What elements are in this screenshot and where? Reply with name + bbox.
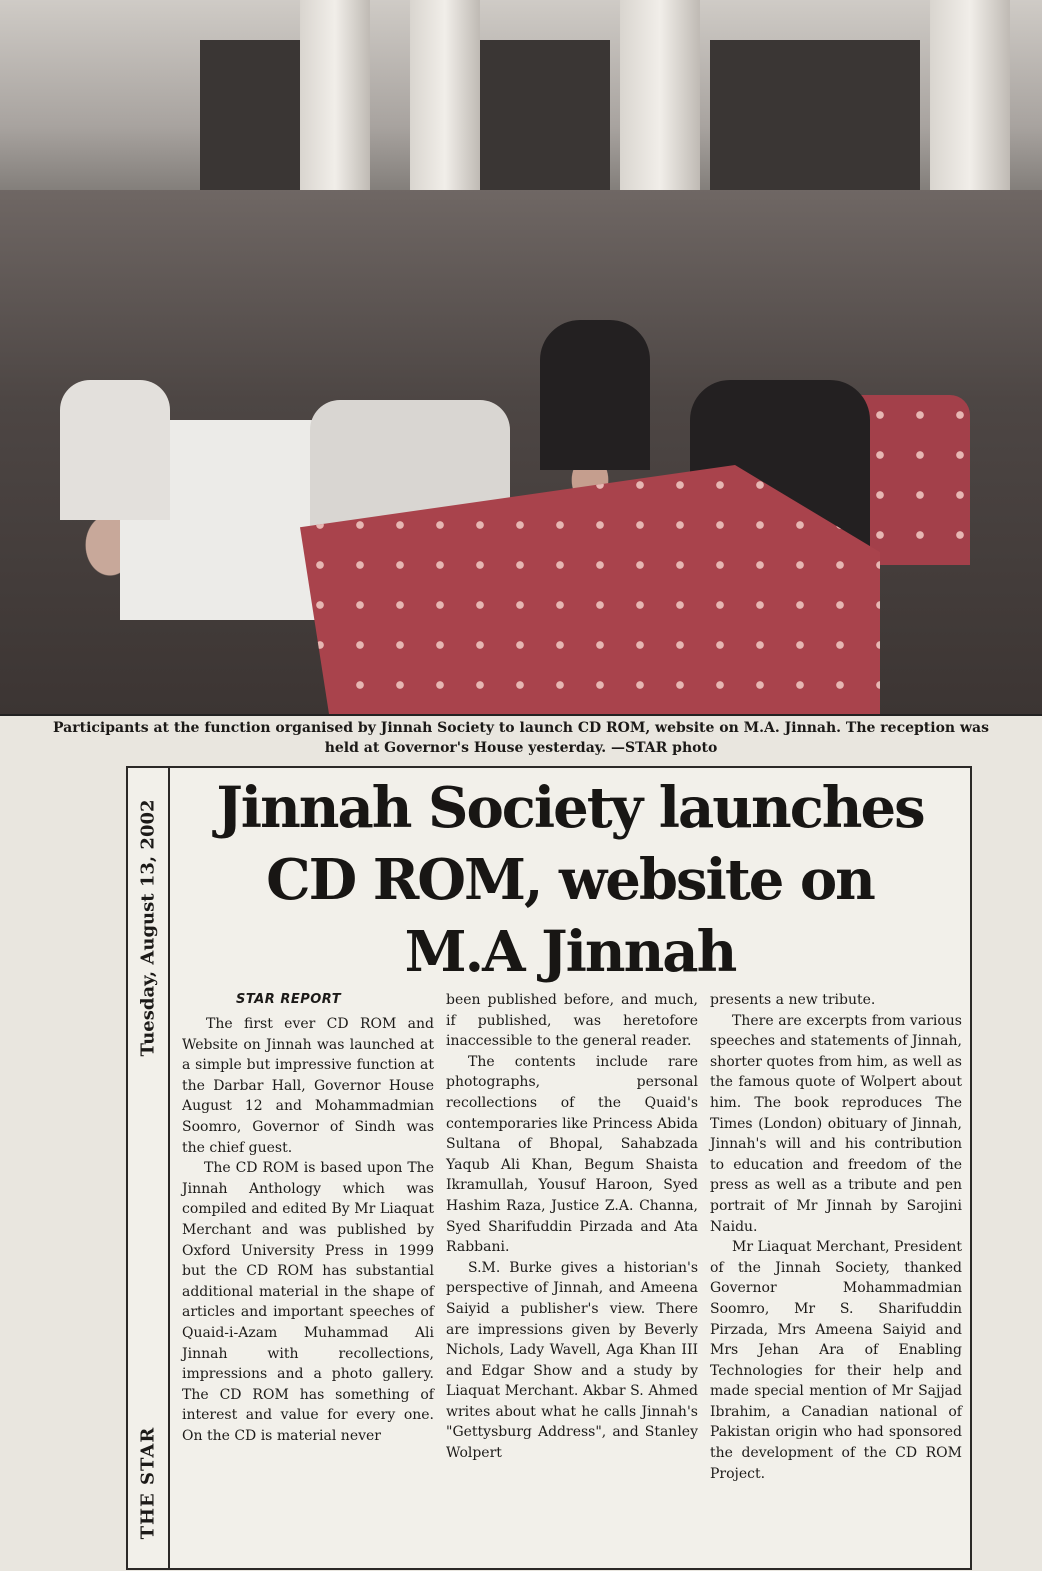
headline-line: CD ROM, website on: [266, 847, 874, 913]
headline-line: M.A Jinnah: [404, 919, 736, 985]
paragraph: The CD ROM is based upon The Jinnah Anthology which was compiled and edited By Mr Liaquat Merchant and was published by Oxford University Press in 1999 but the CD ROM has substantial additional material in the shape of articles and important speeches of Quaid-i-Azam Muhammad Ali Jinnah with recollections, impressions and a photo gallery. The CD ROM has something of interest and value for every one. On the CD is material never: [182, 1160, 434, 1444]
headline: [170, 772, 970, 988]
paragraph: There are excerpts from various speeches and statements of Jinnah, shorter quotes from him, as well as the famous quote of Wolpert about him. The book reproduces The Times (London) obituary of Jinnah, Jinnah's will and his contribution to education and freedom of the press as well as a tribute and pen portrait of Mr Jinnah by Sarojini Naidu.: [710, 1012, 962, 1235]
attendee: [540, 320, 650, 470]
caption-line: Participants at the function organised by Jinnah Society to launch CD ROM, website on M.A. Jinnah. The reception was: [53, 720, 989, 736]
article-column-3: [710, 990, 962, 1484]
event-photo: [0, 0, 1042, 716]
article: [126, 766, 972, 1570]
publication-date: Tuesday, August 13, 2002: [137, 799, 159, 1057]
paragraph: The contents include rare photographs, personal recollections of the Quaid's contemporaries like Princess Abida Sultana of Bhopal, Sahabzada Yaqub Ali Khan, Begum Shaista Ikramullah, Yousuf Haroon, Syed Hashim Raza, Justice Z.A. Channa, Syed Sharifuddin Pirzada and Ata Rabbani.: [446, 1053, 698, 1256]
paragraph: presents a new tribute.: [710, 992, 876, 1008]
headline-line: Jinnah Society launches: [216, 775, 924, 841]
paragraph: S.M. Burke gives a historian's perspective of Jinnah, and Ameena Saiyid a publisher's view. There are impressions given by Beverly Nichols, Lady Wavell, Aga Khan III and Edgar Show and a study by Liaquat Merchant. Akbar S. Ahmed writes about what he calls Jinnah's "Gettysburg Address", and Stanley Wolpert: [446, 1259, 698, 1462]
byline: STAR REPORT: [236, 992, 342, 1007]
paragraph: been published before, and much, if published, was heretofore inaccessible to the general reader.: [446, 992, 698, 1050]
attendee: [60, 380, 170, 520]
paragraph: Mr Liaquat Merchant, President of the Jinnah Society, thanked Governor Mohammadmian Soomro, Mr S. Sharifuddin Pirzada, Mrs Ameena Saiyid and Mrs Jehan Ara of Enabling Technologies for their help and made special mention of Mr Sajjad Ibrahim, a Canadian national of Pakistan origin who had sponsored the development of the CD ROM Project.: [710, 1239, 963, 1482]
paragraph: The first ever CD ROM and Website on Jinnah was launched at a simple but impressive function at the Darbar Hall, Governor House August 12 and Mohammadmian Soomro, Governor of Sindh was the chief guest.: [182, 1016, 434, 1156]
article-column-1: [182, 1014, 434, 1446]
caption-line: held at Governor's House yesterday. —STAR photo: [324, 740, 718, 756]
article-sidebar: [128, 768, 170, 1568]
article-column-2: [446, 990, 698, 1464]
photo-caption: [0, 718, 1042, 758]
newspaper-name: THE STAR: [137, 1426, 159, 1540]
